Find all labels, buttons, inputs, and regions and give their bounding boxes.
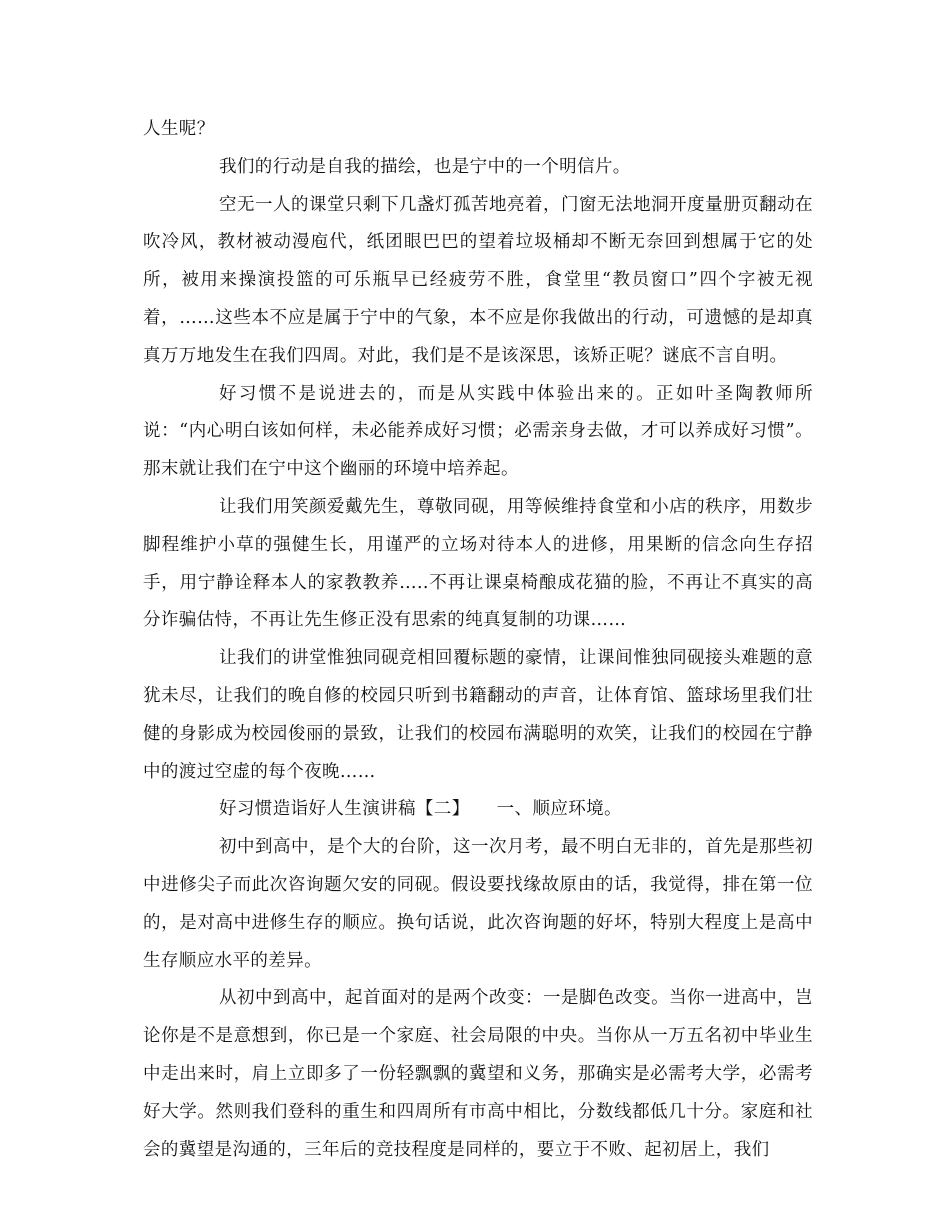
paragraph: 让我们用笑颜爱戴先生，尊敬同砚，用等候维持食堂和小店的秩序，用数步脚程维护小草的强健生长，用谨严的立场对待本人的进修，用果断的信念向生存招手，用宁静诠释本人的家教教养…..不再让课桌椅酿成花猫的脸，不再让不真实的高分诈骗估恃，不再让先生修正没有思索的纯真复制的功课…… xyxy=(143,496,813,631)
section-heading: 好习惯造诣好人生演讲稿【二】 一、顺应环境。 xyxy=(219,799,622,820)
paragraph: 从初中到高中，起首面对的是两个改变：一是脚色改变。当你一进高中，岂论你是不是意想到，你已是一个家庭、社会局限的中央。当你从一万五名初中毕业生中走出来时，肩上立即多了一份轻飘飘的冀望和义务，那确实是必需考大学，必需考好大学。然则我们登科的重生和四周所有市高中相比，分数线都低几十分。家庭和社会的冀望是沟通的，三年后的竞技程度是同样的，要立于不败、起初居上，我们 xyxy=(143,988,813,1160)
paragraph: 让我们的讲堂惟独同砚竞相回覆标题的豪情，让课间惟独同砚接头难题的意犹未尽，让我们的晚自修的校园只听到书籍翻动的声音，让体育馆、篮球场里我们壮健的身影成为校园俊丽的景致，让我们的校园布满聪明的欢笑，让我们的校园在宁静中的渡过空虚的每个夜晚…… xyxy=(143,648,813,782)
paragraph: 我们的行动是自我的描绘，也是宁中的一个明信片。 xyxy=(219,156,631,177)
document-body xyxy=(143,111,813,1169)
paragraph: 空无一人的课堂只剩下几盏灯孤苦地亮着，门窗无法地洞开度量册页翻动在吹冷风，教材被动漫庖代，纸团眼巴巴的望着垃圾桶却不断无奈回到想属于它的处所，被用来操演投篮的可乐瓶早已经疲劳不胜，食堂里“教员窗口”四个字被无视着，……这些本不应是属于宁中的气象，本不应是你我做出的行动，可遗憾的是却真真万万地发生在我们四周。对此，我们是不是该深思，该矫正呢？谜底不言自明。 xyxy=(143,194,813,366)
paragraph: 初中到高中，是个大的台阶，这一次月考，最不明白无非的，首先是那些初中进修尖子而此次咨询题欠安的同砚。假设要找缘故原由的话，我觉得，排在第一位的，是对高中进修生存的顺应。换句话说，此次咨询题的好坏，特别大程度上是高中生存顺应水平的差异。 xyxy=(143,837,813,971)
paragraph: 人生呢？ xyxy=(143,119,215,139)
paragraph: 好习惯不是说进去的，而是从实践中体验出来的。正如叶圣陶教师所说：“内心明白该如何样，未必能养成好习惯；必需亲身去做，才可以养成好习惯”。那末就让我们在宁中这个幽丽的环境中培养起。 xyxy=(143,383,813,480)
